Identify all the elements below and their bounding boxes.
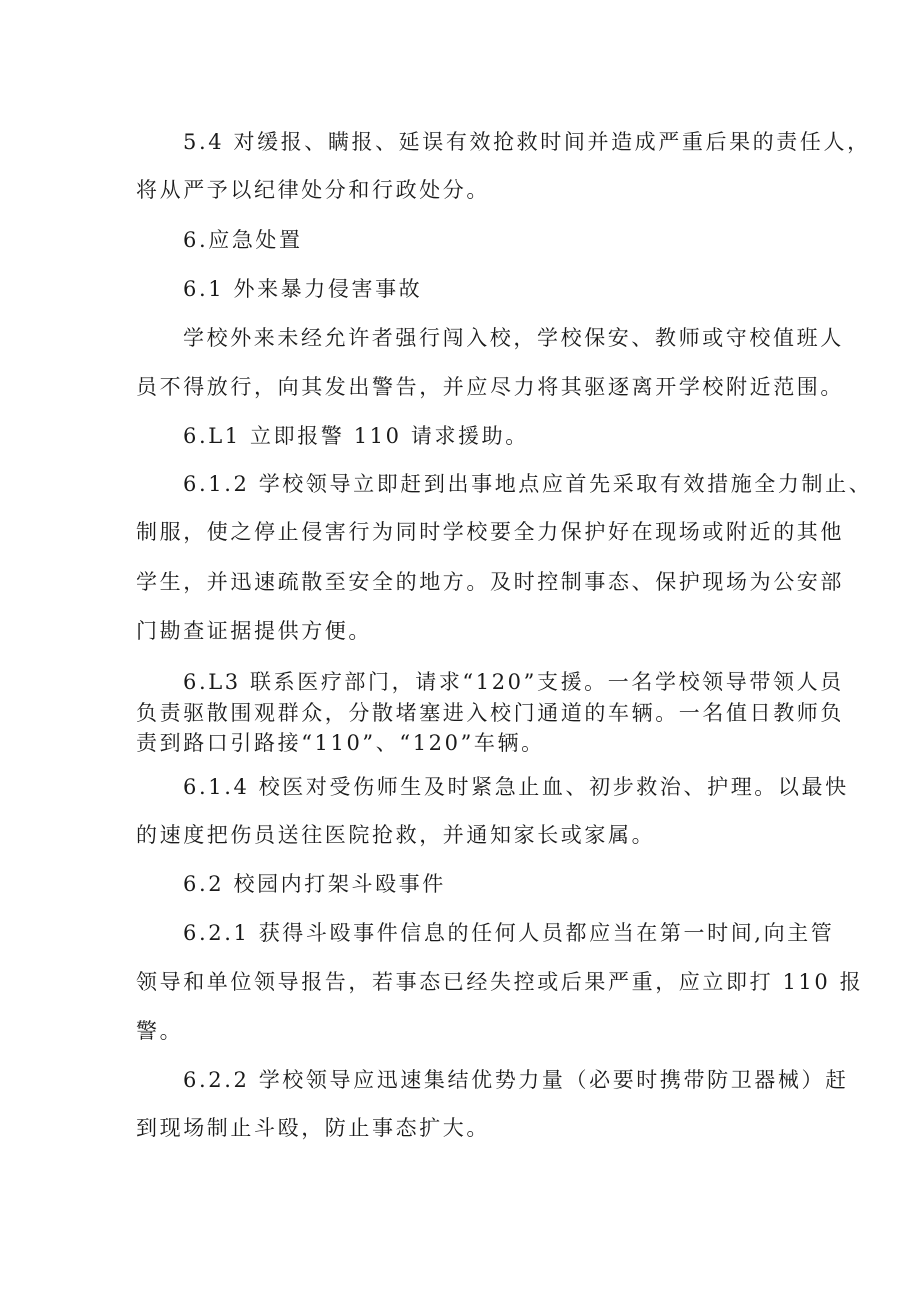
text-line: 学校外来未经允许者强行闯入校，学校保安、教师或守校值班人 <box>183 326 844 350</box>
text-line: 学生，并迅速疏散至安全的地方。及时控制事态、保护现场为公安部 <box>136 570 844 594</box>
section-heading: 6.应急处置 <box>183 228 303 252</box>
text-line: 6.1.2 学校领导立即赶到出事地点应首先采取有效措施全力制止、 <box>183 472 873 496</box>
subsection-heading: 6.2 校园内打架斗殴事件 <box>183 872 446 896</box>
text-line: 的速度把伤员送往医院抢救，并通知家长或家属。 <box>136 823 656 847</box>
text-line: 警。 <box>136 1019 184 1043</box>
text-line: 6.L1 立即报警 110 请求援助。 <box>183 424 529 448</box>
text-line: 6.2.2 学校领导应迅速集结优势力量（必要时携带防卫器械）赶 <box>183 1068 849 1092</box>
subsection-heading: 6.1 外来暴力侵害事故 <box>183 277 423 301</box>
text-line: 责到路口引路接“110”、“120”车辆。 <box>136 731 545 755</box>
text-line: 5.4 对缓报、瞒报、延误有效抢救时间并造成严重后果的责任人， <box>183 130 871 154</box>
text-line: 员不得放行，向其发出警告，并应尽力将其驱逐离开学校附近范围。 <box>136 375 844 399</box>
text-line: 6.2.1 获得斗殴事件信息的任何人员都应当在第一时间,向主管 <box>183 921 835 945</box>
text-line: 门勘查证据提供方便。 <box>136 619 372 643</box>
text-line: 到现场制止斗殴，防止事态扩大。 <box>136 1116 490 1140</box>
text-line: 领导和单位领导报告，若事态已经失控或后果严重，应立即打 110 报 <box>136 970 864 994</box>
text-line: 6.1.4 校医对受伤师生及时紧急止血、初步救治、护理。以最快 <box>183 775 849 799</box>
text-line: 6.L3 联系医疗部门，请求“120”支援。一名学校领导带领人员 <box>183 670 844 694</box>
text-line: 负责驱散围观群众，分散堵塞进入校门通道的车辆。一名值日教师负 <box>136 701 844 725</box>
text-line: 制服，使之停止侵害行为同时学校要全力保护好在现场或附近的其他 <box>136 520 844 544</box>
text-line: 将从严予以纪律处分和行政处分。 <box>136 178 490 202</box>
